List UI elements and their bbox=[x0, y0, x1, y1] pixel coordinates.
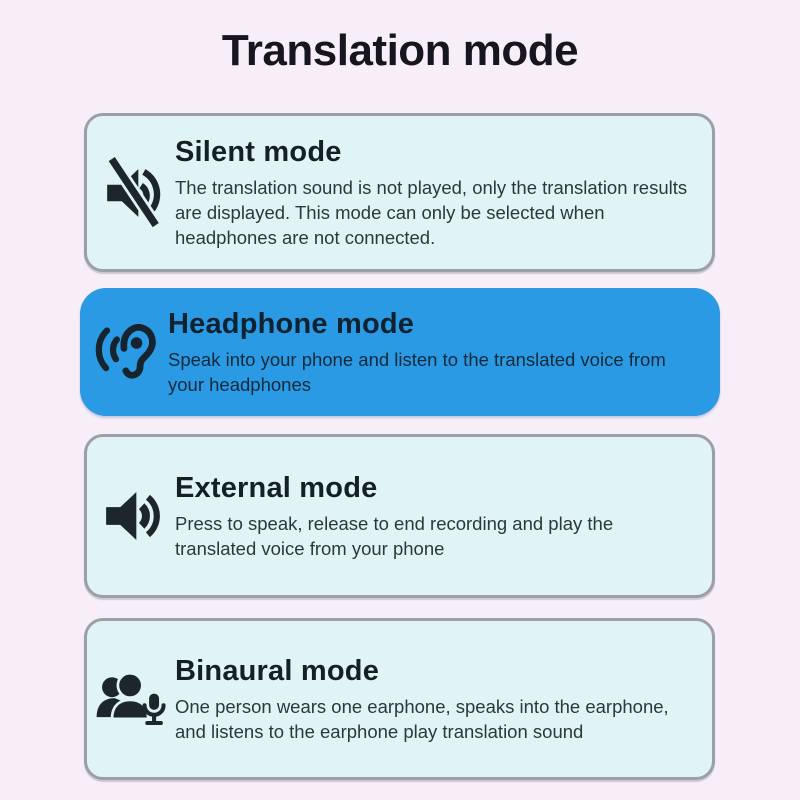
mode-title-external: External mode bbox=[175, 471, 378, 504]
mode-description-binaural: One person wears one earphone, speaks into the earphone, and listens to the earphone play translation sound bbox=[175, 695, 669, 742]
mode-card-headphone[interactable] bbox=[80, 288, 720, 416]
group-microphone-icon bbox=[87, 666, 175, 732]
mode-title-binaural: Binaural mode bbox=[175, 654, 380, 687]
speaker-volume-icon bbox=[87, 486, 175, 546]
mode-description-headphone: Speak into your phone and listen to the translated voice from your headphones bbox=[168, 348, 666, 395]
mode-title-silent: Silent mode bbox=[175, 135, 342, 168]
mode-title-headphone: Headphone mode bbox=[168, 307, 415, 340]
page-title: Translation mode bbox=[221, 26, 579, 75]
mode-card-external[interactable] bbox=[84, 434, 715, 598]
mode-description-external: Press to speak, release to end recording and play the translated voice from your phone bbox=[175, 512, 614, 559]
mute-speaker-icon bbox=[87, 157, 175, 229]
ear-listening-icon bbox=[80, 315, 168, 389]
mode-card-silent[interactable] bbox=[84, 113, 715, 272]
mode-card-binaural[interactable] bbox=[84, 618, 715, 780]
mode-description-silent: The translation sound is not played, only the translation results are displayed. This mode can only be selected when headphones are not connected. bbox=[175, 176, 688, 248]
